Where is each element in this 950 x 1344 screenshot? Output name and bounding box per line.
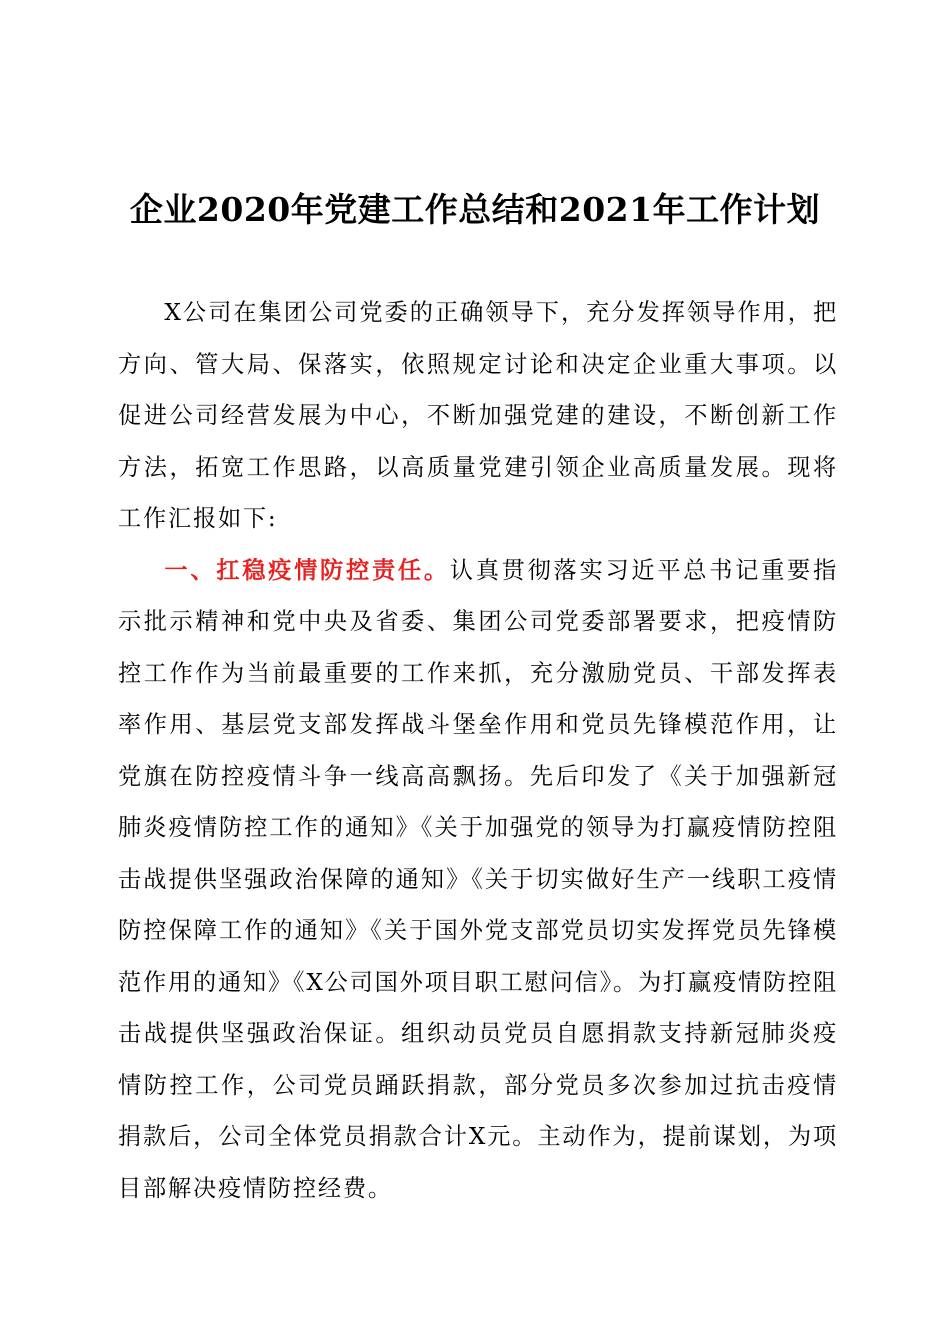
- section-paragraph: [118, 545, 838, 1215]
- section-heading: 一、扛稳疫情防控责任。: [164, 556, 450, 584]
- document-body: [118, 287, 838, 1214]
- section-paragraph-text: 认真贯彻落实习近平总书记重要指示批示精神和党中央及省委、集团公司党委部署要求，把疫情防控工作作为当前最重要的工作来抓，充分激励党员、干部发挥表率作用、基层党支部发挥战斗堡垒作用和党员先锋模范作用，让党旗在防控疫情斗争一线高高飘扬。先后印发了《关于加强新冠肺炎疫情防控工作的通知》《关于加强党的领导为打赢疫情防控阻击战提供坚强政治保障的通知》《关于切实做好生产一线职工疫情防控保障工作的通知》《关于国外党支部党员切实发挥党员先锋模范作用的通知》《X公司国外项目职工慰问信》。为打赢疫情防控阻击战提供坚强政治保证。组织动员党员自愿捐款支持新冠肺炎疫情防控工作，公司党员踊跃捐款，部分党员多次参加过抗击疫情捐款后，公司全体党员捐款合计X元。主动作为，提前谋划，为项目部解决疫情防控经费。: [118, 556, 838, 1202]
- intro-paragraph: [118, 287, 838, 545]
- document-title: 企业2020年党建工作总结和2021年工作计划: [129, 190, 821, 229]
- intro-paragraph-text: X公司在集团公司党委的正确领导下，充分发挥领导作用，把方向、管大局、保落实，依照规定讨论和决定企业重大事项。以促进公司经营发展为中心，不断加强党建的建设，不断创新工作方法，拓宽工作思路，以高质量党建引领企业高质量发展。现将工作汇报如下:: [118, 299, 838, 532]
